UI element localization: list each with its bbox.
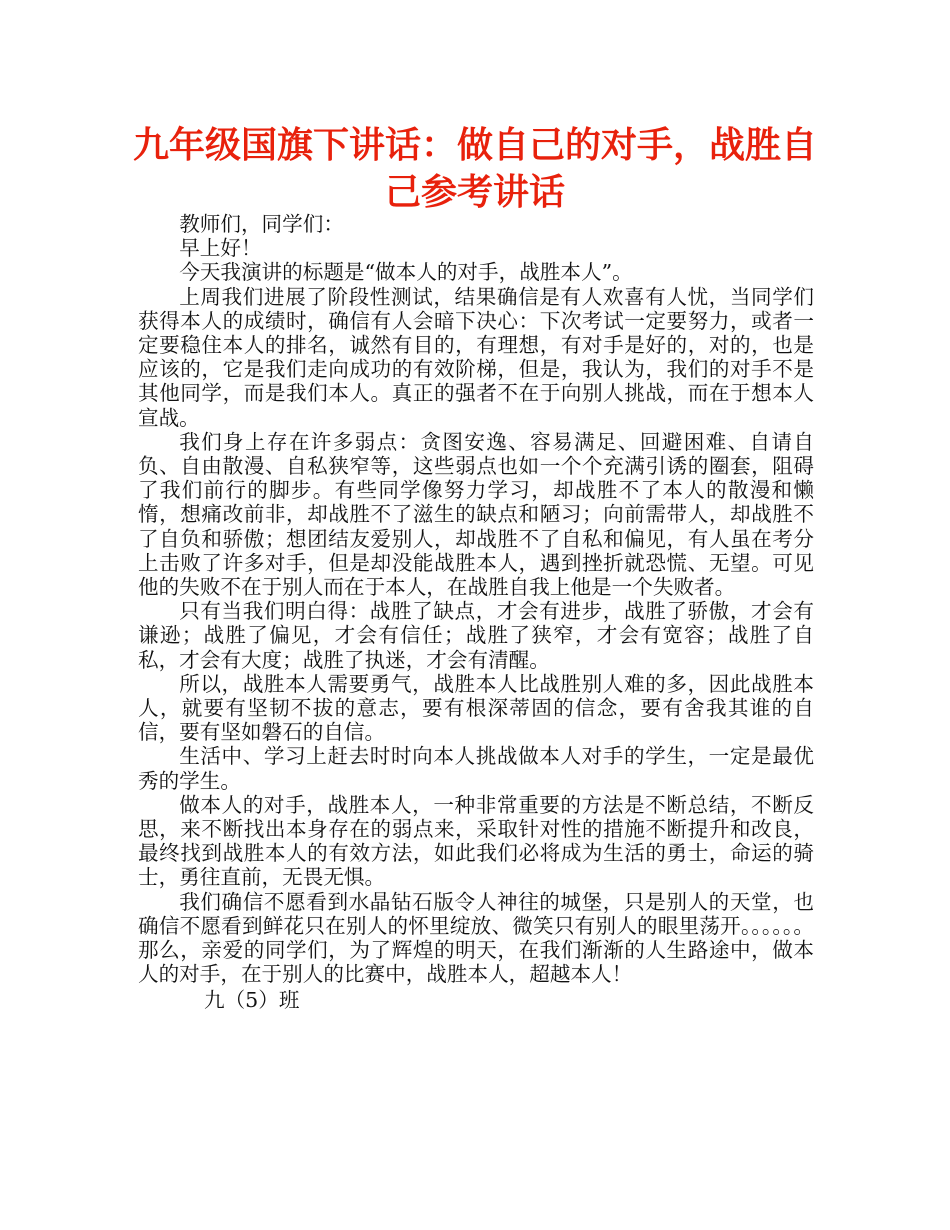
paragraph: 生活中、学习上赶去时时向本人挑战做本人对手的学生，一定是最优秀的学生。 bbox=[138, 744, 814, 793]
paragraph: 我们确信不愿看到水晶钻石版令人神往的城堡，只是别人的天堂，也确信不愿看到鲜花只在别人的怀里绽放、微笑只有别人的眼里荡开。。。。。。那么，亲爱的同学们，为了辉煌的明天，在我们渐渐的人生路途中，做本人的对手，在于别人的比赛中，战胜本人，超越本人！ bbox=[138, 889, 814, 987]
paragraph: 做本人的对手，战胜本人，一种非常重要的方法是不断总结，不断反思，来不断找出本身存在的弱点来，采取针对性的措施不断提升和改良，最终找到战胜本人的有效方法，如此我们必将成为生活的勇士，命运的骑士，勇往直前，无畏无惧。 bbox=[138, 792, 814, 890]
paragraph: 只有当我们明白得：战胜了缺点，才会有进步，战胜了骄傲，才会有谦逊；战胜了偏见，才会有信任；战胜了狭窄，才会有宽容；战胜了自私，才会有大度；战胜了执迷，才会有清醒。 bbox=[138, 599, 814, 672]
speech-body bbox=[138, 212, 814, 1012]
speech-topic: 今天我演讲的标题是“做本人的对手，战胜本人”。 bbox=[179, 260, 633, 285]
greeting: 教师们，同学们： bbox=[179, 212, 344, 236]
greeting-morning: 早上好！ bbox=[179, 236, 262, 261]
signature: 九（5）班 bbox=[204, 987, 300, 1012]
page-title: 九年级国旗下讲话：做自己的对手，战胜自己参考讲话 bbox=[132, 125, 817, 213]
paragraph: 我们身上存在许多弱点：贪图安逸、容易满足、回避困难、自请自负、自由散漫、自私狭窄等，这些弱点也如一个个充满引诱的圈套，阻碍了我们前行的脚步。有些同学像努力学习，却战胜不了本人的散漫和懒惰，想痛改前非，却战胜不了滋生的缺点和陋习；向前需带人，却战胜不了自负和骄傲；想团结友爱别人，却战胜不了自私和偏见，有人虽在考分上击败了许多对手，但是却没能战胜本人，遇到挫折就恐慌、无望。可见他的失败不在于别人而在于本人，在战胜自我上他是一个失败者。 bbox=[138, 429, 814, 600]
paragraph: 上周我们进展了阶段性测试，结果确信是有人欢喜有人忧，当同学们获得本人的成绩时，确信有人会暗下决心：下次考试一定要努力，或者一定要稳住本人的排名，诚然有目的，有理想，有对手是好的，对的，也是应该的，它是我们走向成功的有效阶梯，但是，我认为，我们的对手不是其他同学，而是我们本人。真正的强者不在于向别人挑战，而在于想本人宣战。 bbox=[138, 284, 814, 430]
paragraph: 所以，战胜本人需要勇气，战胜本人比战胜别人难的多，因此战胜本人，就要有坚韧不拔的意志，要有根深蒂固的信念，要有舍我其谁的自信，要有坚如磐石的自信。 bbox=[138, 671, 814, 745]
